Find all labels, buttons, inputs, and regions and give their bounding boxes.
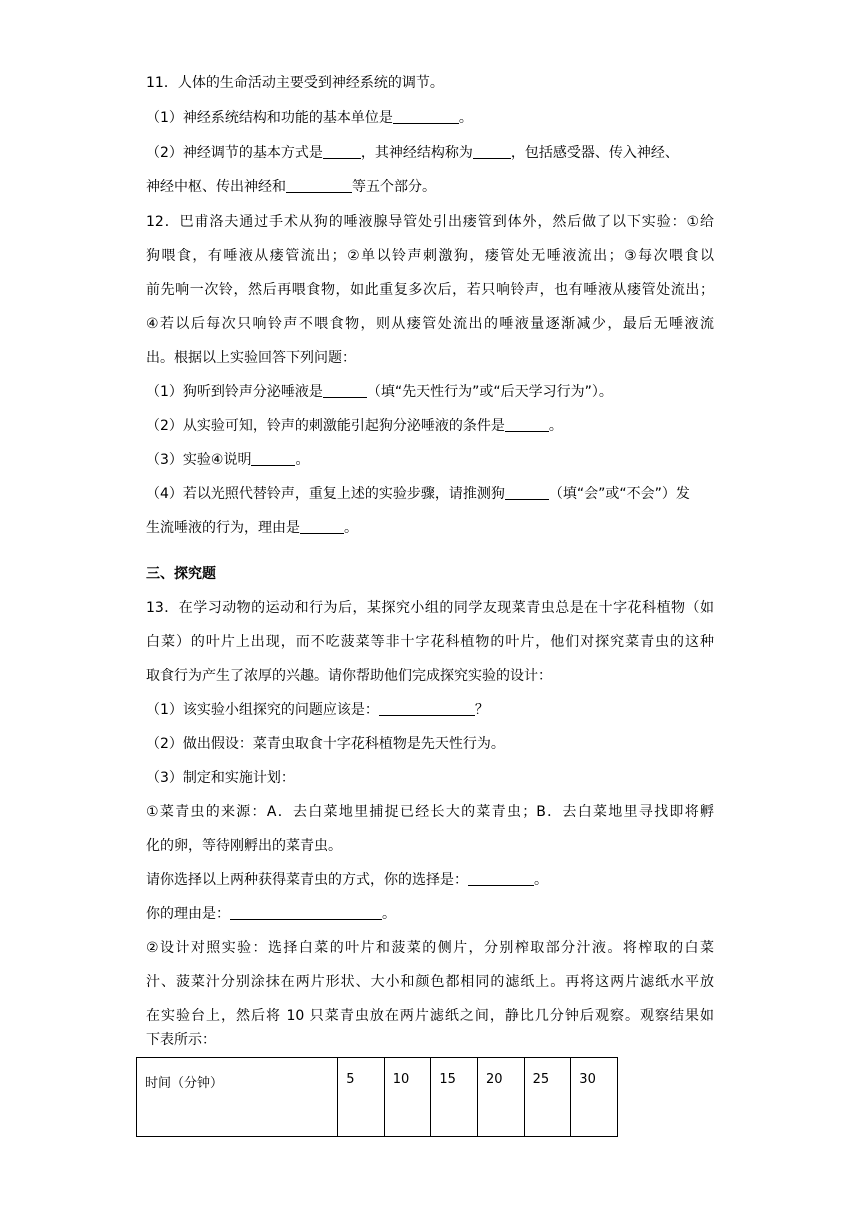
answer-blank[interactable] — [323, 144, 361, 159]
q13-sub1-text: （1）该实验小组探究的问题应该是： — [146, 702, 379, 718]
section-heading: 三、探究题 — [146, 566, 216, 582]
q11-part2-text: 神经中枢、传出神经和 — [146, 179, 286, 195]
answer-blank[interactable] — [323, 383, 367, 398]
q13-sub1 — [146, 700, 489, 720]
q13-step2: 下表所示： — [146, 1032, 216, 1048]
q12-sub4-text: （4）若以光照代替铃声，重复上述的实验步骤，请推测狗 — [146, 486, 505, 502]
table-cell: 30 — [571, 1058, 618, 1137]
q13-sub2: （2）做出假设：菜青虫取食十字花科植物是先天性行为。 — [146, 736, 505, 752]
q11-part2-cont — [146, 177, 436, 197]
table-cell: 5 — [338, 1058, 385, 1137]
q12-sub2-text: （2）从实验可知，铃声的刺激能引起狗分泌唾液的条件是 — [146, 418, 505, 434]
q12-sub3 — [146, 450, 309, 470]
q12-sub2 — [146, 416, 563, 436]
q12-sub1-text: （1）狗听到铃声分泌唾液是 — [146, 384, 323, 400]
answer-blank[interactable] — [473, 144, 511, 159]
q11-part2-text: ，包括感受器、传入神经、 — [510, 145, 679, 161]
table-cell: 10 — [384, 1058, 431, 1137]
q13-step2: 在实验台上，然后将 10 只菜青虫放在两片滤纸之间，静比几分钟后观察。观察结果如 — [146, 1008, 714, 1024]
q13-step1: ①菜青虫的来源：A．去白菜地里捕捉已经长大的菜青虫；B．去白菜地里寻找即将孵 — [146, 804, 714, 820]
q13-step1: 化的卵，等待刚孵出的菜青虫。 — [146, 838, 342, 854]
punct: 。 — [548, 418, 563, 434]
q13-reason-text: 你的理由是： — [146, 906, 230, 922]
q11-part1 — [146, 108, 473, 128]
q11-part2-text: 等五个部分。 — [352, 179, 436, 195]
answer-blank[interactable] — [505, 417, 549, 432]
punct: 。 — [344, 520, 358, 536]
q11-title: 11．人体的生命活动主要受到神经系统的调节。 — [146, 75, 444, 91]
q13-choice — [146, 870, 548, 890]
punct: ？ — [474, 702, 489, 718]
q13-line: 白菜）的叶片上出现，而不吃菠菜等非十字花科植物的叶片，他们对探究菜青虫的这种 — [146, 634, 714, 650]
q13-step2: 汁、菠菜汁分别涂抹在两片形状、大小和颜色都相同的滤纸上。再将这两片滤纸水平放 — [146, 974, 714, 990]
answer-blank[interactable] — [393, 109, 459, 124]
q12-line: 前先响一次铃，然后再喂食物，如此重复多次后，若只响铃声，也有唾液从瘘管处流出； — [146, 282, 714, 298]
answer-blank[interactable] — [300, 519, 344, 534]
q11-part2-text: ，其神经结构称为 — [360, 145, 473, 161]
table-cell: 25 — [524, 1058, 571, 1137]
answer-blank[interactable] — [286, 178, 352, 193]
q12-line: 出。根据以上实验回答下列问题： — [146, 350, 356, 366]
q13-sub3: （3）制定和实施计划： — [146, 770, 295, 786]
punct: 。 — [295, 452, 310, 468]
q12-sub1-text: （填“先天性行为”或“后天学习行为”）。 — [366, 384, 613, 400]
q13-line: 取食行为产生了浓厚的兴趣。请你帮助他们完成探究实验的设计： — [146, 668, 552, 684]
observation-table — [136, 1057, 618, 1137]
punct: 。 — [382, 906, 396, 922]
answer-blank[interactable] — [251, 451, 295, 466]
q12-sub4-cont — [146, 518, 358, 538]
q12-sub3-text: （3）实验④说明 — [146, 452, 252, 468]
q13-step2: ②设计对照实验：选择白菜的叶片和菠菜的侧片，分别榨取部分汁液。将榨取的白菜 — [146, 940, 714, 956]
answer-blank[interactable] — [379, 701, 475, 716]
q11-part1-text: （1）神经系统结构和功能的基本单位是 — [146, 110, 393, 126]
q12-line: 狗喂食，有唾液从瘘管流出；②单以铃声刺激狗，瘘管处无唾液流出；③每次喂食以 — [146, 248, 714, 264]
table-cell: 15 — [431, 1058, 478, 1137]
q12-line: ④若以后每次只响铃声不喂食物，则从瘘管处流出的唾液量逐渐减少，最后无唾液流 — [146, 316, 714, 332]
table-header-cell: 时间（分钟） — [137, 1058, 338, 1137]
q12-sub1 — [146, 382, 613, 402]
answer-blank[interactable] — [230, 905, 382, 920]
q12-sub4-text: （填“会”或“不会”）发 — [548, 486, 690, 502]
q13-line: 13．在学习动物的运动和行为后，某探究小组的同学友现菜青虫总是在十字花科植物（如 — [146, 600, 714, 616]
q12-sub4 — [146, 484, 690, 504]
table-cell: 20 — [478, 1058, 525, 1137]
q13-choice-text: 请你选择以上两种获得菜青虫的方式，你的选择是： — [146, 872, 468, 888]
punct: 。 — [534, 872, 548, 888]
q12-line: 12．巴甫洛夫通过手术从狗的唾液腺导管处引出瘘管到体外，然后做了以下实验：①给 — [146, 214, 714, 230]
q11-part2-text: （2）神经调节的基本方式是 — [146, 145, 323, 161]
q13-reason — [146, 904, 396, 924]
q12-sub4-text: 生流唾液的行为，理由是 — [146, 520, 300, 536]
table-row — [137, 1058, 618, 1137]
punct: 。 — [458, 110, 473, 126]
answer-blank[interactable] — [505, 485, 549, 500]
q11-part2 — [146, 143, 679, 163]
answer-blank[interactable] — [468, 871, 534, 886]
